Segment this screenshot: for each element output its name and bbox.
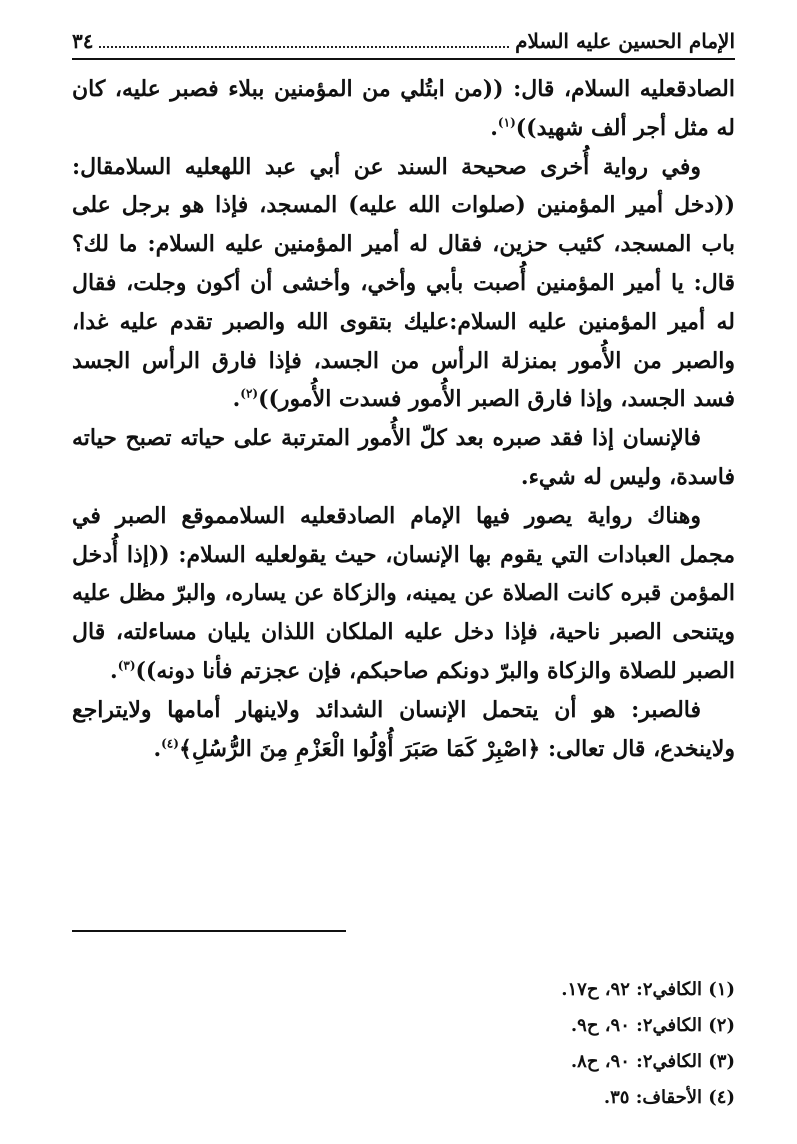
paragraph-2: وفي رواية أُخرى صحيحة السند عن أبي عبد اللهعليه السلامقال: ((دخل أمير المؤمنين (صلوات الله عليه) المسجد، فإذا هو برجل على باب المسجد، كئيب حزين، فقال له أمير المؤمنين عليه السلام: ما لك؟ قال: يا أمير المؤمنين أُصبت بأبي وأخي، وأخشى أن أكون وجلت، فقال له أمير المؤمنين عليه السلام:عليك بتقوى الله والصبر تقدم عليه غدا، والصبر من الأُمور بمنزلة الرأس من الجسد، فإذا فارق الرأس الجسد فسد الجسد، وإذا فارق الصبر الأُمور فسدت الأُمور))$^{(٢)}$. xyxy=(72,153,735,413)
paragraph-4: وهناك رواية يصور فيها الإمام الصادقعليه السلامموقع الصبر في مجمل العبادات التي يقوم بها الإنسان، حيث يقولعليه السلام: ((إذا أُدخل المؤمن قبره كانت الصلاة عن يمينه، والزكاة عن يساره، والبرّ مظل عليه ويتنحى الصبر ناحية، فإذا دخل عليه الملكان اللذان يليان مساءلته، قال الصبر للصلاة والزكاة والبرّ دونكم صاحبكم، فإن عجزتم فأنا دونه))$^{(٣)}$. xyxy=(72,502,735,684)
footnote-2: (٢) الكافي٢: ٩٠، ح٩. xyxy=(570,1015,735,1036)
running-header xyxy=(72,26,735,56)
footnote-rule xyxy=(72,930,346,932)
header-dot-leader xyxy=(99,28,509,48)
page-number: ٣٤ xyxy=(72,29,94,53)
paragraph-3: فالإنسان إذا فقد صبره بعد كلّ الأُمور المترتبة على حياته تصبح حياته فاسدة، وليس له شيء. xyxy=(72,425,735,490)
footnotes xyxy=(72,972,735,1116)
footnote-mark-4: (٤) xyxy=(161,736,179,751)
header-rule xyxy=(72,58,735,60)
footnote-mark-1: (١) xyxy=(497,115,516,130)
body-text xyxy=(72,70,735,768)
paragraph-5: فالصبر: هو أن يتحمل الإنسان الشدائد ولاينهار أمامها ولايتراجع ولاينخدع، قال تعالى: ﴿اصْبِرْ كَمَا صَبَرَ أُوْلُوا الْعَزْمِ مِنَ الرُّسُلِ﴾$^{(٤)}$. xyxy=(72,696,735,762)
quran-verse: ﴿اصْبِرْ كَمَا صَبَرَ أُوْلُوا الْعَزْمِ مِنَ الرُّسُلِ﴾ xyxy=(178,735,541,762)
footnote-mark-3: (٣) xyxy=(117,658,136,673)
header-title: الإمام الحسين عليه السلام xyxy=(515,29,735,53)
footnote-3: (٣) الكافي٢: ٩٠، ح٨. xyxy=(570,1051,735,1072)
footnote-1: (١) الكافي٢: ٩٢، ح١٧. xyxy=(561,979,735,1000)
footnote-mark-2: (٢) xyxy=(240,387,259,402)
paragraph-1: الصادقعليه السلام، قال: ((من ابتُلي من المؤمنين ببلاء فصبر عليه، كان له مثل أجر ألف شهيد))$^{(١)}$. xyxy=(72,76,735,141)
footnote-4: (٤) الأحقاف: ٣٥. xyxy=(603,1087,735,1108)
document-page xyxy=(72,26,735,1144)
